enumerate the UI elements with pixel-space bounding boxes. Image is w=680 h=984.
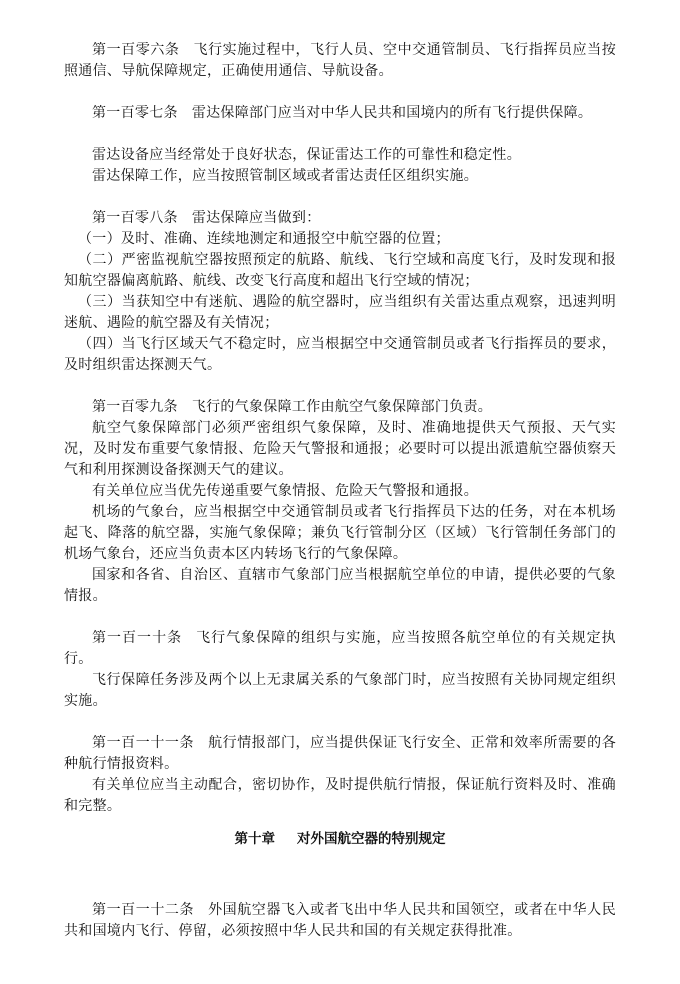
paragraph: 机场的气象台，应当根据空中交通管制员或者飞行指挥员下达的任务，对在本机场起飞、降落的航空器，实施气象保障；兼负飞行管制分区（区域）飞行管制任务部门的机场气象台，还应当负责本区内转场飞行的气象保障。 (64, 504, 616, 562)
paragraph: 雷达保障工作，应当按照管制区域或者雷达责任区组织实施。 (92, 168, 479, 184)
article-text: 飞行的气象保障工作由航空气象保障部门负责。 (191, 399, 493, 415)
article-text: 雷达保障部门应当对中华人民共和国境内的所有飞行提供保障。 (191, 105, 593, 121)
article-108 (64, 208, 616, 229)
article-number: 第一百零七条 (92, 105, 178, 121)
chapter-title: 对外国航空器的特别规定 (297, 831, 446, 847)
article-number: 第一百零六条 (92, 42, 180, 58)
article-text: 飞行实施过程中，飞行人员、空中交通管制员、飞行指挥员应当按照通信、导航保障规定，正确使用通信、导航设备。 (64, 42, 616, 79)
article-number: 第一百一十条 (92, 630, 183, 646)
paragraph: 飞行保障任务涉及两个以上无隶属关系的气象部门时，应当按照有关协同规定组织实施。 (64, 672, 616, 709)
paragraph: 国家和各省、自治区、直辖市气象部门应当根据航空单位的申请，提供必要的气象情报。 (64, 567, 616, 604)
paragraph: 有关单位应当优先传递重要气象情报、危险天气警报和通报。 (92, 483, 479, 499)
article-number: 第一百零九条 (92, 399, 178, 415)
article-109 (64, 397, 616, 418)
paragraph: 航空气象保障部门必须严密组织气象保障，及时、准确地提供天气预报、天气实况，及时发布重要气象情报、危险天气警报和通报；必要时可以提出派遣航空器侦察天气和利用探测设备探测天气的建议。 (64, 420, 616, 478)
article-text: 雷达保障应当做到： (191, 210, 321, 226)
article-110 (64, 628, 616, 670)
chapter-number: 第十章 (234, 831, 275, 847)
article-text: 外国航空器飞入或者飞出中华人民共和国领空，或者在中华人民共和国境内飞行、停留，必须按照中华人民共和国的有关规定获得批准。 (64, 902, 616, 939)
article-106 (64, 40, 616, 82)
list-item: （四）当飞行区域天气不稳定时，应当根据空中交通管制员或者飞行指挥员的要求，及时组织雷达探测天气。 (64, 336, 616, 373)
article-112 (64, 900, 616, 942)
article-text: 航行情报部门，应当提供保证飞行安全、正常和效率所需要的各种航行情报资料。 (64, 735, 616, 772)
article-111 (64, 733, 616, 775)
list-item: （一）及时、准确、连续地测定和通报空中航空器的位置； (78, 231, 450, 247)
chapter-heading (0, 829, 680, 850)
list-item: （二）严密监视航空器按照预定的航路、航线、飞行空域和高度飞行，及时发现和报知航空器偏离航路、航线、改变飞行高度和超出飞行空域的情况； (64, 252, 616, 289)
article-number: 第一百一十二条 (92, 902, 195, 918)
article-107 (64, 103, 616, 124)
article-number: 第一百一十一条 (92, 735, 195, 751)
article-number: 第一百零八条 (92, 210, 178, 226)
list-item: （三）当获知空中有迷航、遇险的航空器时，应当组织有关雷达重点观察，迅速判明迷航、遇险的航空器及有关情况； (64, 294, 616, 331)
article-text: 飞行气象保障的组织与实施，应当按照各航空单位的有关规定执行。 (64, 630, 616, 667)
paragraph: 有关单位应当主动配合，密切协作，及时提供航行情报，保证航行资料及时、准确和完整。 (64, 777, 616, 814)
paragraph: 雷达设备应当经常处于良好状态，保证雷达工作的可靠性和稳定性。 (92, 147, 521, 163)
